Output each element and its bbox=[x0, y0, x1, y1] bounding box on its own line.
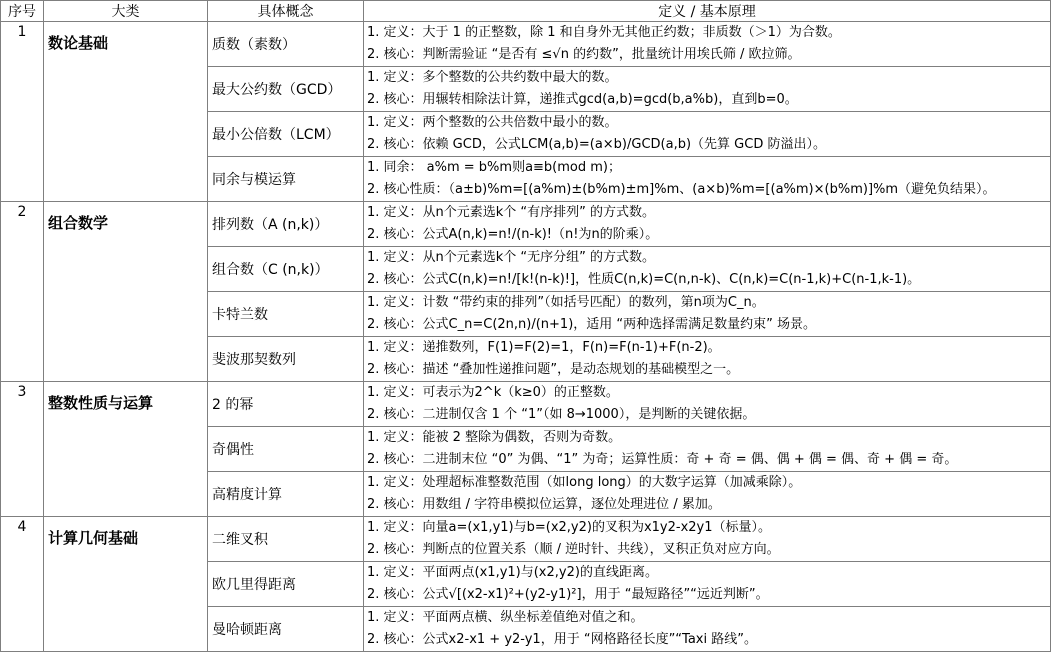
concept-desc bbox=[364, 517, 1051, 562]
desc-line-1: 1. 定义：两个整数的公共倍数中最小的数。 bbox=[367, 115, 618, 130]
desc-line-2: 2. 核心：用数组 / 字符串模拟位运算，逐位处理进位 / 累加。 bbox=[367, 497, 721, 512]
concept-name: 组合数（C (n,k)） bbox=[208, 247, 364, 292]
header-concept: 具体概念 bbox=[208, 1, 364, 22]
table-row bbox=[1, 202, 1051, 247]
group-category: 整数性质与运算 bbox=[44, 382, 208, 517]
group-category: 组合数学 bbox=[44, 202, 208, 382]
desc-line-2: 2. 核心：判断需验证 “是否有 ≤√n 的约数”，批量统计用埃氏筛 / 欧拉筛。 bbox=[367, 47, 801, 62]
desc-line-1: 1. 定义：多个整数的公共约数中最大的数。 bbox=[367, 70, 618, 85]
concept-name: 曼哈顿距离 bbox=[208, 607, 364, 652]
group-idx: 2 bbox=[1, 202, 44, 382]
concept-desc bbox=[364, 247, 1051, 292]
desc-line-2: 2. 核心：描述 “叠加性递推问题”，是动态规划的基础模型之一。 bbox=[367, 362, 740, 377]
desc-line-2: 2. 核心：依赖 GCD，公式LCM(a,b)=(a×b)/GCD(a,b)（先算 GCD 防溢出）。 bbox=[367, 137, 826, 152]
concept-desc bbox=[364, 22, 1051, 67]
desc-line-2: 2. 核心：判断点的位置关系（顺 / 逆时针、共线），叉积正负对应方向。 bbox=[367, 542, 780, 557]
desc-line-2: 2. 核心：公式A(n,k)=n!/(n-k)!（n!为n的阶乘）。 bbox=[367, 227, 659, 242]
desc-line-1: 1. 定义：处理超标准整数范围（如long long）的大数字运算（加减乘除）。 bbox=[367, 475, 802, 490]
desc-line-1: 1. 定义：平面两点(x1,y1)与(x2,y2)的直线距离。 bbox=[367, 565, 658, 580]
header-row bbox=[1, 1, 1051, 22]
desc-line-1: 1. 定义：从n个元素选k个 “有序排列” 的方式数。 bbox=[367, 205, 656, 220]
concept-desc bbox=[364, 337, 1051, 382]
desc-line-1: 1. 定义：计数 “带约束的排列”（如括号匹配）的数列，第n项为C_n。 bbox=[367, 295, 765, 310]
concept-name: 2 的幂 bbox=[208, 382, 364, 427]
desc-line-2: 2. 核心：二进制末位 “0” 为偶、“1” 为奇；运算性质：奇 + 奇 = 偶、偶 + 偶 = 偶、奇 + 偶 = 奇。 bbox=[367, 452, 958, 467]
table-row bbox=[1, 22, 1051, 67]
concept-name: 最小公倍数（LCM） bbox=[208, 112, 364, 157]
desc-line-2: 2. 核心性质：（a±b)%m=[(a%m)±(b%m)±m]%m、(a×b)%m=[(a%m)×(b%m)]%m（避免负结果）。 bbox=[367, 182, 996, 197]
concept-name: 卡特兰数 bbox=[208, 292, 364, 337]
concept-desc bbox=[364, 562, 1051, 607]
header-idx: 序号 bbox=[1, 1, 44, 22]
group-idx: 3 bbox=[1, 382, 44, 517]
concept-desc bbox=[364, 607, 1051, 652]
desc-line-1: 1. 定义：递推数列，F(1)=F(2)=1，F(n)=F(n-1)+F(n-2)。 bbox=[367, 340, 721, 355]
concept-desc bbox=[364, 427, 1051, 472]
header-desc: 定义 / 基本原理 bbox=[364, 1, 1051, 22]
table-row bbox=[1, 517, 1051, 562]
desc-line-1: 1. 定义：平面两点横、纵坐标差值绝对值之和。 bbox=[367, 610, 644, 625]
desc-line-1: 1. 定义：向量a=(x1,y1)与b=(x2,y2)的叉积为x1y2-x2y1（标量）。 bbox=[367, 520, 771, 535]
desc-line-1: 1. 定义：能被 2 整除为偶数，否则为奇数。 bbox=[367, 430, 622, 445]
desc-line-2: 2. 核心：公式x2-x1 + y2-y1，用于 “网格路径长度”“Taxi 路线”。 bbox=[367, 632, 757, 647]
desc-line-1: 1. 定义：可表示为2^k（k≥0）的正整数。 bbox=[367, 385, 619, 400]
concept-name: 奇偶性 bbox=[208, 427, 364, 472]
concept-desc bbox=[364, 472, 1051, 517]
concept-name: 斐波那契数列 bbox=[208, 337, 364, 382]
concept-name: 排列数（A (n,k)） bbox=[208, 202, 364, 247]
concept-name: 最大公约数（GCD） bbox=[208, 67, 364, 112]
group-category: 计算几何基础 bbox=[44, 517, 208, 652]
desc-line-2: 2. 核心：公式√[(x2-x1)²+(y2-y1)²]，用于 “最短路径”“远近判断”。 bbox=[367, 587, 769, 602]
desc-line-2: 2. 核心：公式C(n,k)=n!/[k!(n-k)!]，性质C(n,k)=C(n,n-k)、C(n,k)=C(n-1,k)+C(n-1,k-1)。 bbox=[367, 272, 921, 287]
table-row bbox=[1, 382, 1051, 427]
desc-line-1: 1. 定义：大于 1 的正整数，除 1 和自身外无其他正约数；非质数（＞1）为合数。 bbox=[367, 25, 841, 40]
desc-line-2: 2. 核心：二进制仅含 1 个 “1”（如 8→1000），是判断的关键依据。 bbox=[367, 407, 756, 422]
concept-desc bbox=[364, 382, 1051, 427]
concept-desc bbox=[364, 112, 1051, 157]
concept-name: 欧几里得距离 bbox=[208, 562, 364, 607]
group-idx: 4 bbox=[1, 517, 44, 652]
concept-desc bbox=[364, 157, 1051, 202]
concept-name: 二维叉积 bbox=[208, 517, 364, 562]
concept-name: 高精度计算 bbox=[208, 472, 364, 517]
desc-line-1: 1. 定义：从n个元素选k个 “无序分组” 的方式数。 bbox=[367, 250, 656, 265]
concept-name: 同余与模运算 bbox=[208, 157, 364, 202]
desc-line-2: 2. 核心：公式C_n=C(2n,n)/(n+1)，适用 “两种选择需满足数量约束” 场景。 bbox=[367, 317, 817, 332]
header-category: 大类 bbox=[44, 1, 208, 22]
concept-name: 质数（素数） bbox=[208, 22, 364, 67]
desc-line-1: 1. 同余： a%m = b%m则a≡b(mod m)； bbox=[367, 160, 621, 175]
desc-line-2: 2. 核心：用辗转相除法计算，递推式gcd(a,b)=gcd(b,a%b)，直到b=0。 bbox=[367, 92, 798, 107]
concept-desc bbox=[364, 202, 1051, 247]
concept-desc bbox=[364, 67, 1051, 112]
concept-desc bbox=[364, 292, 1051, 337]
group-category: 数论基础 bbox=[44, 22, 208, 202]
group-idx: 1 bbox=[1, 22, 44, 202]
